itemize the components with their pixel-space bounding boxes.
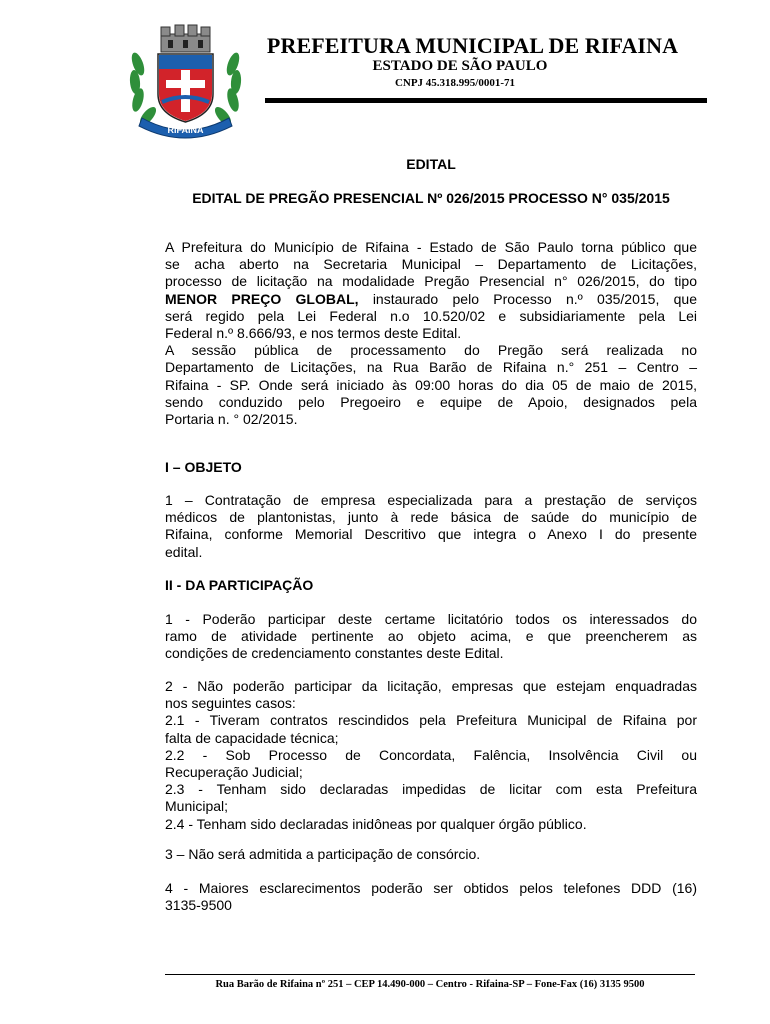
page-header-state: ESTADO DE SÃO PAULO [372,58,548,74]
wreath-right [212,51,242,128]
item-2 [165,678,697,833]
text-line: Federal n.º 8.666/93, e nos termos deste Edital. [165,325,462,342]
text-line: 2.4 - Tenham sido declaradas inidôneas por qualquer órgão público. [165,815,587,832]
text-line: médicos de plantonistas, junto à rede básica de saúde do município de [165,509,697,526]
section-title-participacao: II - DA PARTICIPAÇÃO [165,577,314,593]
emphasis-text: MENOR PREÇO GLOBAL, [165,290,359,307]
crown [161,25,210,52]
text-line: 2.1 - Tiveram contratos rescindidos pela Prefeitura Municipal de Rifaina por [165,712,697,729]
document-heading: EDITAL [406,156,456,172]
text-line [165,291,697,308]
text-line: será regido pela Lei Federal n.o 10.520/02 e subsidiariamente pela Lei [165,307,697,324]
text-line: 1 – Contratação de empresa especializada para a prestação de serviços [165,492,697,508]
text-line: edital. [165,543,203,560]
text-line: 4 - Maiores esclarecimentos poderão ser obtidos pelos telefones DDD (16) [165,880,697,896]
text-line: 2.3 - Tenham sido declaradas impedidas de licitar com esta Prefeitura [165,781,697,798]
ribbon-label: RIFAINA [167,125,204,135]
text-line: processo de licitação na modalidade Pregão Presencial n° 026/2015, do tipo [165,273,697,290]
text-line: 3 – Não será admitida a participação de consórcio. [165,846,481,862]
item-4 [165,880,697,914]
text-line: falta de capacidade técnica; [165,729,339,746]
section-objeto-body [165,492,697,561]
text-line: Municipal; [165,798,229,815]
text-line: 1 - Poderão participar deste certame licitatório todos os interessados do [165,611,697,627]
text-line: 2 - Não poderão participar da licitação, empresas que estejam enquadradas [165,678,697,694]
text-line: Recuperação Judicial; [165,764,303,781]
text-line: sendo conduzido pelo Pregoeiro e equipe de Apoio, designados pela [165,393,697,410]
text-line: nos seguintes casos: [165,695,296,712]
item-3 [165,846,697,863]
text-span: instaurado pelo Processo n.º 035/2015, que [358,290,697,307]
text-line: Departamento de Licitações, na Rua Barão de Rifaina n.° 251 – Centro – [165,359,697,376]
text-line: 3135-9500 [165,897,232,914]
text-line: condições de credenciamento constantes deste Edital. [165,645,504,662]
shield [158,54,213,122]
text-line: A Prefeitura do Município de Rifaina - Estado de São Paulo torna público que [165,239,697,255]
text-line: Rifaina, conforme Memorial Descritivo que integra o Anexo I do presente [165,526,697,543]
section-title-objeto: I – OBJETO [165,459,242,475]
header-divider [265,98,707,103]
wreath-left [129,51,159,128]
page-header-cnpj: CNPJ 45.318.995/0001-71 [394,77,516,89]
text-line: Rifaina - SP. Onde será iniciado às 09:00 horas do dia 05 de maio de 2015, [165,376,697,393]
document-subheading: EDITAL DE PREGÃO PRESENCIAL Nº 026/2015 PROCESSO N° 035/2015 [192,190,670,206]
text-line: se acha aberto na Secretaria Municipal – Departamento de Licitações, [165,256,697,273]
text-line: Portaria n. ° 02/2015. [165,411,298,428]
text-line: 2.2 - Sob Processo de Concordata, Falência, Insolvência Civil ou [165,746,697,763]
page-header-title: PREFEITURA MUNICIPAL DE RIFAINA [266,33,679,58]
text-line: A sessão pública de processamento do Pregão será realizada no [165,342,697,359]
text-line: ramo de atividade pertinente ao objeto acima, e que preencherem as [165,628,697,645]
intro-paragraph [165,239,697,428]
footer-divider [165,974,695,975]
coat-of-arms-logo [128,22,243,140]
page-footer: Rua Barão de Rifaina nº 251 – CEP 14.490-000 – Centro - Rifaina-SP – Fone-Fax (16) 3135 9500 [215,979,645,990]
item-1 [165,611,697,663]
